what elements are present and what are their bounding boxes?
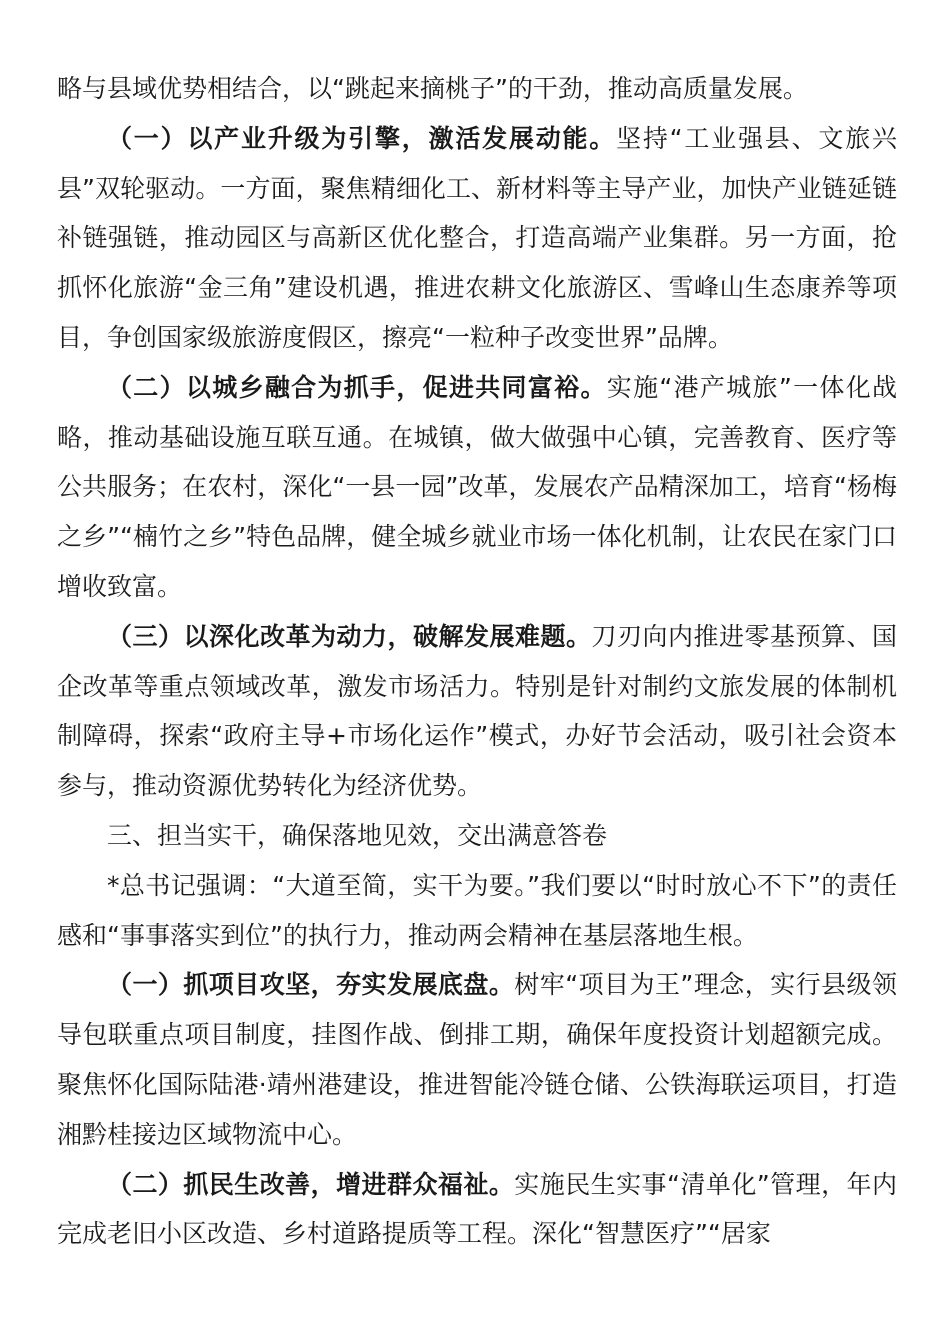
paragraph-continuation [57, 64, 897, 114]
paragraph-text: 略与县域优势相结合，以“跳起来摘桃子”的干劲，推动高质量发展。 [57, 74, 808, 103]
paragraph-urban-rural [57, 363, 897, 612]
paragraph-text: 刀刃向内推进零基预算、国企改革等重点领域改革，激发市场活力。特别是针对制约文旅发展的体制机制障碍，探索“政府主导+市场化运作”模式，办好节会活动，吸引社会资本参与，推动资源优势转化为经济优势。 [57, 621, 897, 801]
paragraph-text: 实施民生实事“清单化”管理，年内完成老旧小区改造、乡村道路提质等工程。深化“智慧医疗”“居家 [57, 1169, 897, 1249]
paragraph-projects [57, 960, 897, 1159]
section-heading [57, 811, 897, 861]
paragraph-heading: （一）以产业升级为引擎，激活发展动能。 [107, 123, 617, 153]
paragraph-reform [57, 612, 897, 811]
paragraph-text: 坚持“工业强县、文旅兴县”双轮驱动。一方面，聚焦精细化工、新材料等主导产业，加快产业链延链补链强链，推动园区与高新区优化整合，打造高端产业集群。另一方面，抢抓怀化旅游“金三角”建设机遇，推进农耕文化旅游区、雪峰山生态康养等项目，争创国家级旅游度假区，擦亮“一粒种子改变世界”品牌。 [57, 123, 897, 352]
paragraph-quote [57, 861, 897, 961]
paragraph-heading: （二）抓民生改善，增进群众福祉。 [107, 1169, 515, 1199]
paragraph-industry-upgrade [57, 114, 897, 363]
paragraph-livelihood [57, 1160, 897, 1260]
paragraph-text: *总书记强调：“大道至简，实干为要。”我们要以“时时放心不下”的责任感和“事事落实到位”的执行力，推动两会精神在基层落地生根。 [57, 870, 897, 950]
paragraph-text: 实施“港产城旅”一体化战略，推动基础设施互联互通。在城镇，做大做强中心镇，完善教育、医疗等公共服务；在农村，深化“一县一园”改革，发展农产品精深加工，培育“杨梅之乡”“楠竹之乡”特色品牌，健全城乡就业市场一体化机制，让农民在家门口增收致富。 [57, 372, 897, 601]
section-heading-text: 三、担当实干，确保落地见效，交出满意答卷 [107, 820, 608, 850]
paragraph-text: 树牢“项目为王”理念，实行县级领导包联重点项目制度，挂图作战、倒排工期，确保年度投资计划超额完成。聚焦怀化国际陆港·靖州港建设，推进智能冷链仓储、公铁海联运项目，打造湘黔桂接边区域物流中心。 [57, 970, 897, 1149]
paragraph-heading: （一）抓项目攻坚，夯实发展底盘。 [107, 970, 515, 1000]
paragraph-heading: （三）以深化改革为动力，破解发展难题。 [107, 621, 592, 651]
paragraph-heading: （二）以城乡融合为抓手，促进共同富裕。 [107, 372, 607, 402]
document-body [57, 64, 897, 1259]
